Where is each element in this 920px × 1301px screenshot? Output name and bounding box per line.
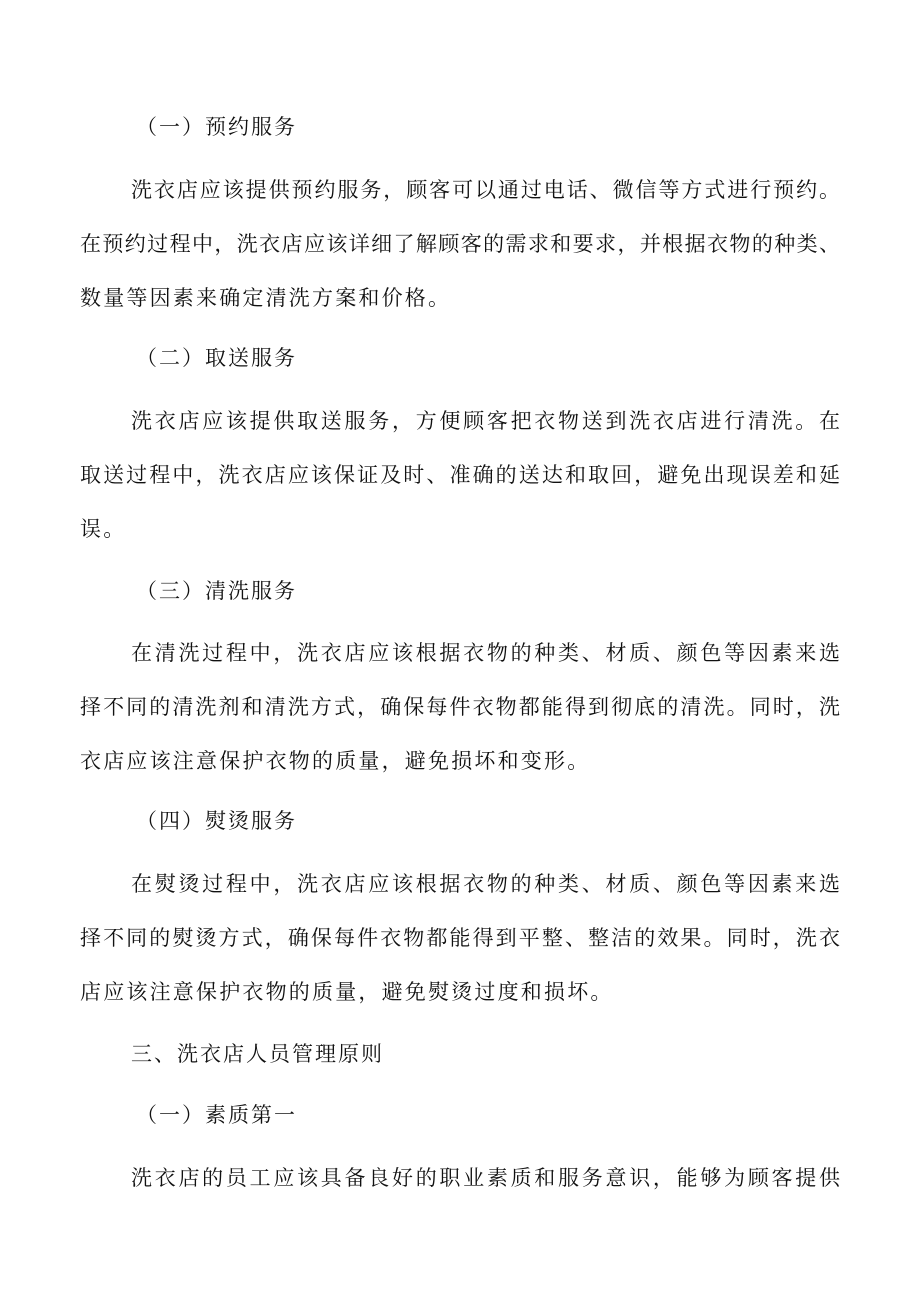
paragraph-line: 在清洗过程中，洗衣店应该根据衣物的种类、材质、颜色等因素来选 xyxy=(131,641,840,665)
section-heading: （一）预约服务 xyxy=(136,115,297,139)
paragraph-line: 店应该注意保护衣物的质量，避免熨烫过度和损坏。 xyxy=(80,980,614,1004)
paragraph-line: 洗衣店应该提供预约服务，顾客可以通过电话、微信等方式进行预约。 xyxy=(131,178,840,202)
paragraph-line: 数量等因素来确定清洗方案和价格。 xyxy=(80,286,452,310)
paragraph-line: 择不同的清洗剂和清洗方式，确保每件衣物都能得到彻底的清洗。同时，洗 xyxy=(80,695,840,719)
paragraph-line: 洗衣店的员工应该具备良好的职业素质和服务意识，能够为顾客提供 xyxy=(131,1166,840,1190)
paragraph-line: 衣店应该注意保护衣物的质量，避免损坏和变形。 xyxy=(80,749,591,773)
section-heading: （二）取送服务 xyxy=(136,346,297,370)
paragraph-line: 取送过程中，洗衣店应该保证及时、准确的送达和取回，避免出现误差和延 xyxy=(80,463,840,487)
subsection-heading: （一）素质第一 xyxy=(136,1103,297,1127)
paragraph-line: 误。 xyxy=(80,517,127,541)
section-heading: （三）清洗服务 xyxy=(136,579,297,603)
paragraph-line: 在熨烫过程中，洗衣店应该根据衣物的种类、材质、颜色等因素来选 xyxy=(131,872,840,896)
paragraph-line: 在预约过程中，洗衣店应该详细了解顾客的需求和要求，并根据衣物的种类、 xyxy=(80,232,840,256)
paragraph-line: 洗衣店应该提供取送服务，方便顾客把衣物送到洗衣店进行清洗。在 xyxy=(131,409,840,433)
paragraph-line: 择不同的熨烫方式，确保每件衣物都能得到平整、整洁的效果。同时，洗衣 xyxy=(80,926,840,950)
section-heading: （四）熨烫服务 xyxy=(136,809,297,833)
chapter-heading: 三、洗衣店人员管理原则 xyxy=(131,1042,384,1066)
